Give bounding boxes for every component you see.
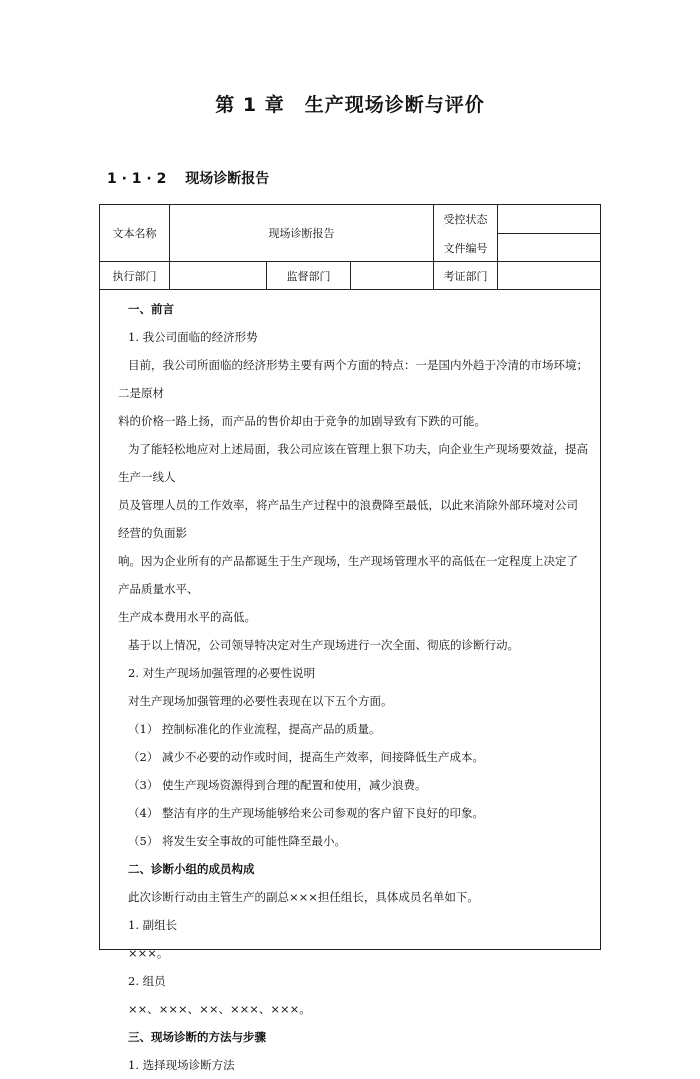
section-title: 现场诊断报告	[185, 171, 270, 187]
paragraph: 员及管理人员的工作效率，将产品生产过程中的浪费降至最低，以此来消除外部环境对公司经营的负面影	[118, 498, 578, 540]
doc-name-label: 文本名称	[112, 227, 157, 240]
list-item: （4） 整洁有序的生产现场能够给来公司参观的客户留下良好的印象。	[128, 806, 484, 820]
report-form	[99, 204, 601, 1072]
list-item: （3） 使生产现场资源得到合理的配置和使用，减少浪费。	[128, 778, 427, 792]
paragraph: 生产成本费用水平的高低。	[118, 610, 256, 624]
supervise-dept-value[interactable]	[351, 262, 433, 289]
section-number: 1 · 1 · 2	[107, 171, 167, 187]
chapter-title: 第 1 章 生产现场诊断与评价	[215, 94, 485, 116]
deputy-leader-names: ×××。	[128, 946, 169, 960]
member-names: ××、×××、××、×××、×××。	[128, 1002, 311, 1016]
list-item: （5） 将发生安全事故的可能性降至最小。	[128, 834, 346, 848]
grid-line	[100, 289, 600, 290]
section-heading	[107, 168, 269, 188]
exec-dept-value[interactable]	[170, 262, 266, 289]
verify-dept-label: 考证部门	[443, 269, 488, 283]
subheading-members: 2. 组员	[128, 974, 166, 988]
subheading-select-method: 1. 选择现场诊断方法	[128, 1058, 235, 1072]
control-status-label: 受控状态	[443, 213, 488, 226]
paragraph: 响。因为企业所有的产品都诞生于生产现场，生产现场管理水平的高低在一定程度上决定了产品质量水平、	[118, 554, 578, 596]
subheading-deputy-leader: 1. 副组长	[128, 918, 178, 932]
supervise-dept-label: 监督部门	[286, 269, 331, 283]
paragraph: 料的价格一路上扬，而产品的售价却由于竞争的加剧导致有下跌的可能。	[118, 414, 486, 428]
heading-methods: 三、现场诊断的方法与步骤	[128, 1030, 266, 1044]
paragraph: 基于以上情况，公司领导特决定对生产现场进行一次全面、彻底的诊断行动。	[128, 638, 519, 652]
heading-preface: 一、前言	[128, 302, 174, 316]
list-item: （1） 控制标准化的作业流程，提高产品的质量。	[128, 722, 381, 736]
doc-name-value: 现场诊断报告	[268, 227, 335, 240]
exec-dept-label: 执行部门	[112, 269, 157, 283]
subheading-necessity: 2. 对生产现场加强管理的必要性说明	[128, 666, 316, 680]
report-body	[118, 295, 588, 1079]
file-number-label: 文件编号	[443, 241, 488, 255]
file-number-value[interactable]	[498, 234, 600, 261]
control-status-value[interactable]	[498, 205, 600, 233]
paragraph: 此次诊断行动由主管生产的副总×××担任组长，具体成员名单如下。	[128, 890, 479, 904]
verify-dept-value[interactable]	[498, 262, 600, 289]
heading-team-members: 二、诊断小组的成员构成	[128, 862, 255, 876]
paragraph: 为了能轻松地应对上述局面，我公司应该在管理上狠下功夫，向企业生产现场要效益，提高生产一线人	[118, 442, 588, 484]
paragraph: 对生产现场加强管理的必要性表现在以下五个方面。	[128, 694, 393, 708]
subheading-economic-situation: 1. 我公司面临的经济形势	[128, 330, 258, 344]
paragraph: 目前，我公司所面临的经济形势主要有两个方面的特点：一是国内外趋于冷清的市场环境；二是原材	[118, 358, 588, 400]
list-item: （2） 减少不必要的动作或时间，提高生产效率，间接降低生产成本。	[128, 750, 484, 764]
